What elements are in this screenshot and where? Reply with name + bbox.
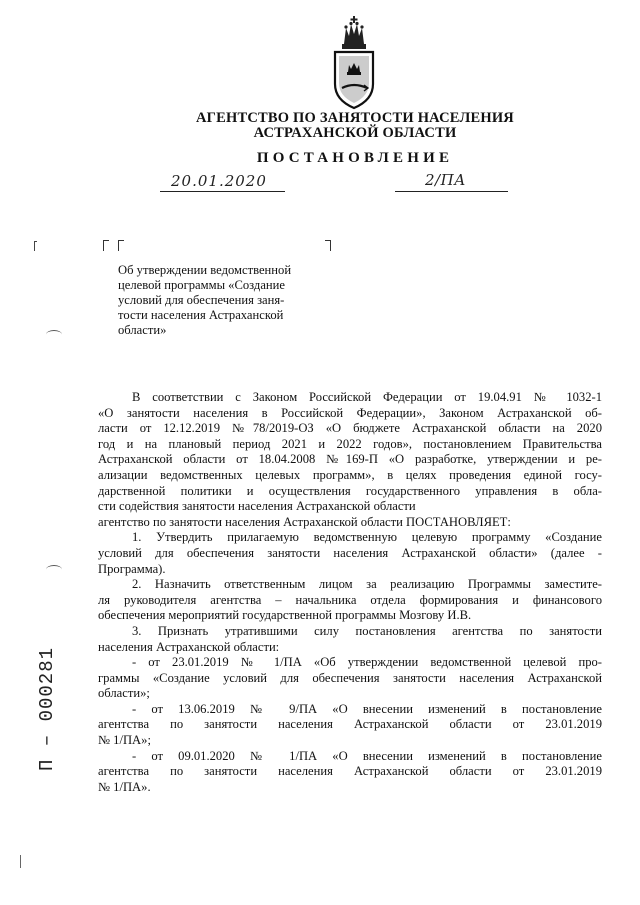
registration-number: П – 000281 bbox=[36, 646, 58, 772]
document-body bbox=[98, 390, 602, 795]
body-line: - от 13.06.2019 № 9/ПА «О внесении изменений в постановление bbox=[132, 701, 602, 716]
body-line: ласти от 12.12.2019 №78/2019-ОЗ «О бюджете Астраханской области на 2020 bbox=[98, 421, 602, 436]
body-line: № 1/ПА»; bbox=[98, 733, 151, 748]
body-line: Астраханской области от 18.04.2008 №169-П «О разработке, утверждении и ре- bbox=[98, 452, 602, 467]
margin-bracket-mark bbox=[34, 241, 37, 251]
body-line: агентства по занятости населения Астраханской области от 23.01.2019 bbox=[98, 717, 602, 732]
subject-corner-mark-right bbox=[325, 240, 331, 251]
margin-tick-mark bbox=[20, 855, 21, 868]
body-line: год и на плановый период 2021 и 2022 годов», постановлением Правительства bbox=[98, 436, 602, 451]
body-line: «О занятости населения в Российской Федерации», Законом Астраханской об- bbox=[98, 405, 602, 420]
subject-line: условий для обеспечения заня- bbox=[118, 293, 285, 308]
body-line: дарственной политики и осуществления государственного управления в обла- bbox=[98, 483, 602, 498]
registration-number-stamp bbox=[20, 646, 70, 772]
astrakhan-coat-of-arms-emblem bbox=[330, 14, 378, 112]
body-line: 1. Утвердить прилагаемую ведомственную целевую программу «Создание bbox=[132, 530, 602, 545]
body-line: обеспечения мероприятий государственной программы Мозгову И.В. bbox=[98, 608, 472, 623]
document-subject bbox=[118, 263, 329, 338]
document-type-title: ПОСТАНОВЛЕНИЕ bbox=[256, 150, 454, 166]
body-line: сти содействия занятости населения Астраханской области bbox=[98, 499, 416, 514]
subject-corner-mark-left-outer bbox=[103, 240, 109, 251]
body-line: 3. Признать утратившими силу постановления агентства по занятости bbox=[132, 623, 602, 638]
body-line: граммы «Создание условий для обеспечения занятости населения Астраханской bbox=[98, 670, 602, 685]
agency-name-line1: АГЕНТСТВО ПО ЗАНЯТОСТИ НАСЕЛЕНИЯ bbox=[196, 110, 514, 126]
subject-line: области» bbox=[118, 323, 167, 338]
body-line: - от 09.01.2020 № 1/ПА «О внесении изменений в постановление bbox=[132, 748, 602, 763]
agency-name-line2: АСТРАХАНСКОЙ ОБЛАСТИ bbox=[253, 125, 457, 141]
body-line: В соответствии с Законом Российской Федерации от 19.04.91 № 1032-1 bbox=[132, 390, 602, 404]
handwritten-date: 20.01.2020 bbox=[171, 172, 267, 190]
body-line: агентства по занятости населения Астраханской области от 23.01.2019 bbox=[98, 764, 602, 779]
date-underline bbox=[160, 191, 285, 192]
body-line: населения Астраханской области: bbox=[98, 639, 280, 654]
body-line: Программа). bbox=[98, 561, 166, 576]
margin-hole-mark bbox=[46, 330, 62, 339]
subject-line: тости населения Астраханской bbox=[118, 308, 284, 323]
body-line: ализации ведомственных целевых программ», в целях проведения единой госу- bbox=[98, 467, 602, 482]
body-line: области»; bbox=[98, 686, 150, 701]
subject-line: целевой программы «Создание bbox=[118, 278, 285, 293]
body-line: № 1/ПА». bbox=[98, 779, 151, 794]
body-line: ля руководителя агентства – начальника отдела формирования и финансового bbox=[98, 592, 602, 607]
body-line: агентство по занятости населения Астраханской области ПОСТАНОВЛЯЕТ: bbox=[98, 514, 511, 529]
subject-line: Об утверждении ведомственной bbox=[118, 263, 292, 277]
body-line: 2. Назначить ответственным лицом за реализацию Программы заместите- bbox=[132, 577, 602, 592]
body-line: условий для обеспечения занятости населения Астраханской области» (далее - bbox=[98, 545, 602, 560]
subject-corner-mark-left bbox=[118, 240, 124, 251]
body-line: - от 23.01.2019 № 1/ПА «Об утверждении ведомственной целевой про- bbox=[132, 655, 602, 670]
margin-hole-mark bbox=[46, 565, 62, 574]
handwritten-document-number: 2/ПА bbox=[425, 171, 467, 189]
number-underline bbox=[395, 191, 508, 192]
